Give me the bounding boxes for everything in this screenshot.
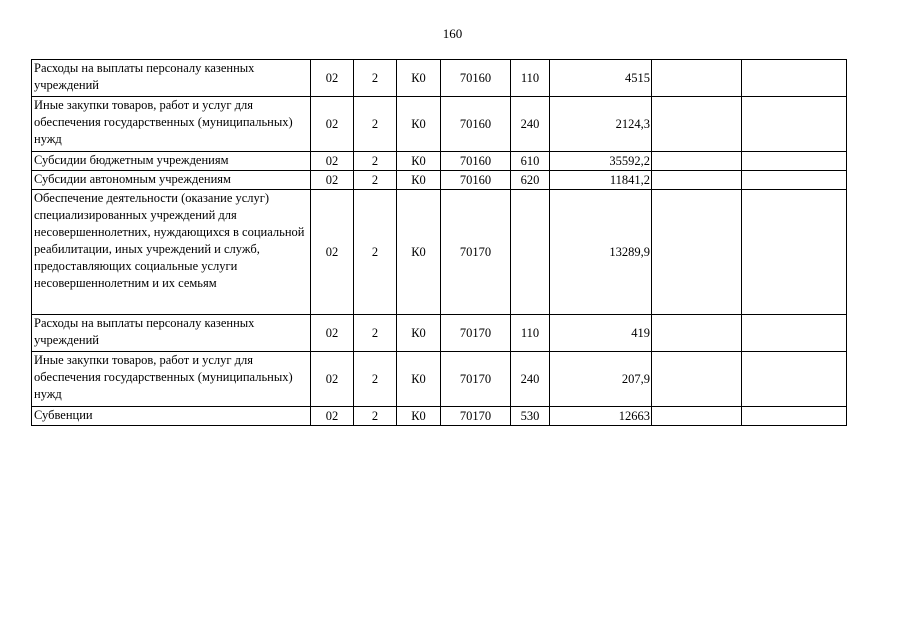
code-section: 02 bbox=[311, 97, 354, 152]
row-name: Иные закупки товаров, работ и услуг для обеспечения государственных (муниципальных) нужд bbox=[32, 97, 311, 152]
code-target: 70160 bbox=[441, 97, 511, 152]
empty-cell bbox=[742, 171, 847, 190]
empty-cell bbox=[652, 152, 742, 171]
code-program: К0 bbox=[397, 171, 441, 190]
row-name: Обеспечение деятельности (оказание услуг) специализированных учреждений для несовершеннолетних, нуждающихся в социальной реабилитации, иных учреждений и служб, предоставляющих социальные услуги несовершеннолетним и их семьям bbox=[32, 190, 311, 315]
code-section: 02 bbox=[311, 315, 354, 352]
code-expense-type: 240 bbox=[511, 352, 550, 407]
code-expense-type: 240 bbox=[511, 97, 550, 152]
code-target: 70170 bbox=[441, 407, 511, 426]
table-row bbox=[32, 315, 847, 352]
empty-cell bbox=[742, 60, 847, 97]
empty-cell bbox=[652, 407, 742, 426]
code-target: 70160 bbox=[441, 152, 511, 171]
code-expense-type: 530 bbox=[511, 407, 550, 426]
table-row bbox=[32, 407, 847, 426]
row-name: Субвенции bbox=[32, 407, 311, 426]
amount-cell: 2124,3 bbox=[550, 97, 652, 152]
code-section: 02 bbox=[311, 407, 354, 426]
amount-cell: 12663 bbox=[550, 407, 652, 426]
table-row bbox=[32, 171, 847, 190]
code-section: 02 bbox=[311, 352, 354, 407]
row-name: Расходы на выплаты персоналу казенных учреждений bbox=[32, 60, 311, 97]
code-subsection: 2 bbox=[354, 352, 397, 407]
code-subsection: 2 bbox=[354, 97, 397, 152]
amount-cell: 13289,9 bbox=[550, 190, 652, 315]
code-program: К0 bbox=[397, 60, 441, 97]
empty-cell bbox=[742, 190, 847, 315]
empty-cell bbox=[652, 352, 742, 407]
code-subsection: 2 bbox=[354, 190, 397, 315]
table-row bbox=[32, 152, 847, 171]
code-program: К0 bbox=[397, 407, 441, 426]
empty-cell bbox=[652, 171, 742, 190]
table-row bbox=[32, 190, 847, 315]
amount-cell: 35592,2 bbox=[550, 152, 652, 171]
empty-cell bbox=[742, 97, 847, 152]
empty-cell bbox=[742, 315, 847, 352]
code-expense-type: 110 bbox=[511, 315, 550, 352]
code-subsection: 2 bbox=[354, 152, 397, 171]
page-number: 160 bbox=[442, 26, 463, 41]
code-program: К0 bbox=[397, 352, 441, 407]
code-program: К0 bbox=[397, 190, 441, 315]
code-section: 02 bbox=[311, 152, 354, 171]
code-expense-type bbox=[511, 190, 550, 315]
code-expense-type: 620 bbox=[511, 171, 550, 190]
code-expense-type: 110 bbox=[511, 60, 550, 97]
amount-cell: 11841,2 bbox=[550, 171, 652, 190]
table-row bbox=[32, 352, 847, 407]
code-target: 70170 bbox=[441, 352, 511, 407]
row-name: Субсидии бюджетным учреждениям bbox=[32, 152, 311, 171]
empty-cell bbox=[652, 190, 742, 315]
code-program: К0 bbox=[397, 97, 441, 152]
table-row bbox=[32, 97, 847, 152]
code-expense-type: 610 bbox=[511, 152, 550, 171]
code-section: 02 bbox=[311, 60, 354, 97]
empty-cell bbox=[652, 315, 742, 352]
empty-cell bbox=[742, 352, 847, 407]
code-target: 70170 bbox=[441, 190, 511, 315]
code-section: 02 bbox=[311, 190, 354, 315]
code-target: 70160 bbox=[441, 171, 511, 190]
empty-cell bbox=[742, 407, 847, 426]
row-name: Расходы на выплаты персоналу казенных учреждений bbox=[32, 315, 311, 352]
empty-cell bbox=[652, 60, 742, 97]
amount-cell: 207,9 bbox=[550, 352, 652, 407]
row-name: Субсидии автономным учреждениям bbox=[32, 171, 311, 190]
code-subsection: 2 bbox=[354, 315, 397, 352]
code-target: 70160 bbox=[441, 60, 511, 97]
amount-cell: 419 bbox=[550, 315, 652, 352]
empty-cell bbox=[652, 97, 742, 152]
budget-table bbox=[31, 59, 847, 426]
row-name: Иные закупки товаров, работ и услуг для обеспечения государственных (муниципальных) нужд bbox=[32, 352, 311, 407]
amount-cell: 4515 bbox=[550, 60, 652, 97]
code-subsection: 2 bbox=[354, 60, 397, 97]
code-program: К0 bbox=[397, 152, 441, 171]
empty-cell bbox=[742, 152, 847, 171]
code-target: 70170 bbox=[441, 315, 511, 352]
code-program: К0 bbox=[397, 315, 441, 352]
code-subsection: 2 bbox=[354, 171, 397, 190]
table-row bbox=[32, 60, 847, 97]
code-section: 02 bbox=[311, 171, 354, 190]
code-subsection: 2 bbox=[354, 407, 397, 426]
